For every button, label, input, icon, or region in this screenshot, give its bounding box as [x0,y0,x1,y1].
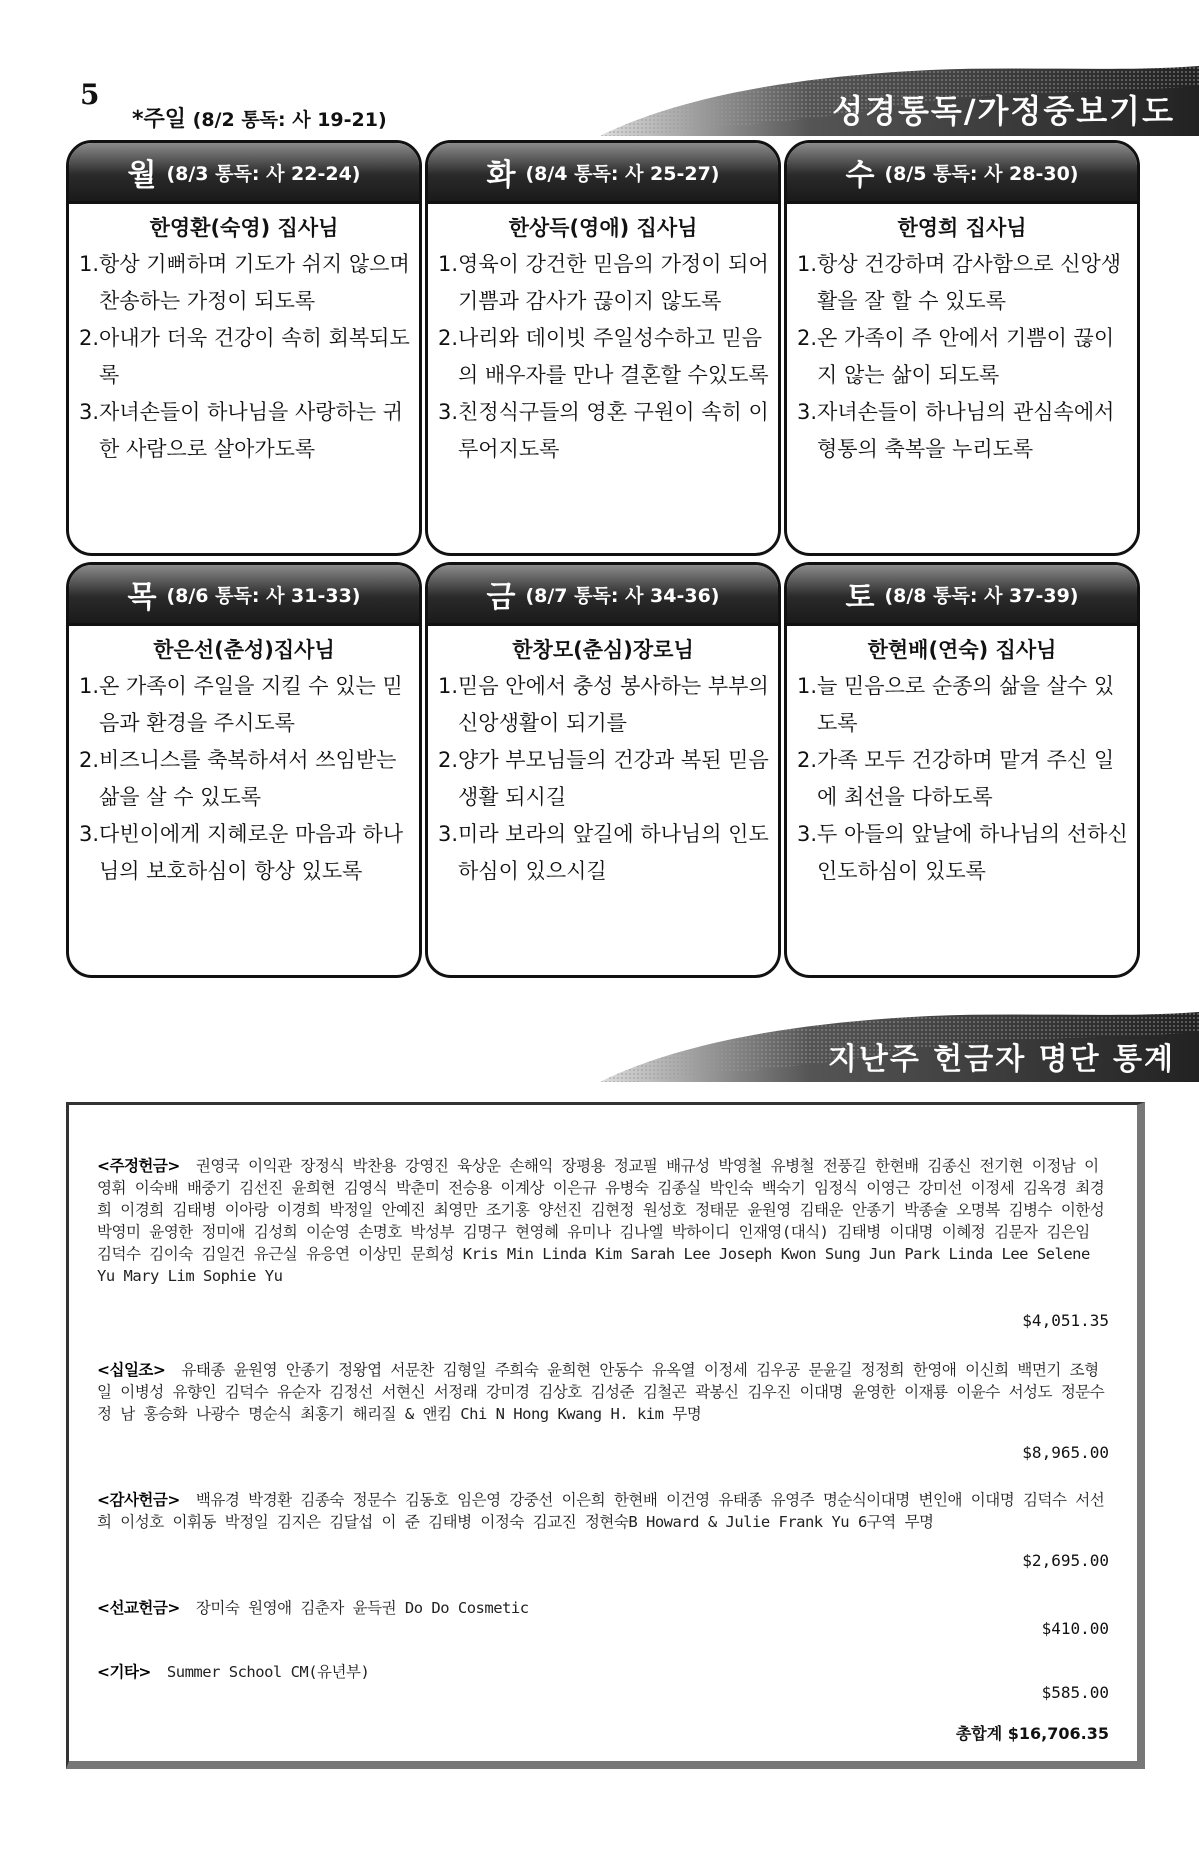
day-reading: (8/6 통독: 사 31-33) [166,584,361,607]
offering-amount: $4,051.35 [1022,1311,1109,1330]
offering-label: <감사헌금> [97,1491,180,1509]
prayer-family-name: 한영환(숙영) 집사님 [149,216,339,240]
offering-section-other [97,1661,1107,1683]
day-reading: (8/3 통독: 사 22-24) [166,162,361,185]
day-reading: (8/7 통독: 사 34-36) [525,584,720,607]
day-card-header [428,565,778,626]
prayer-item: 2.비즈니스를 축복하셔서 쓰임받는 삶을 살 수 있도록 [79,748,397,809]
day-card-mon [66,140,422,556]
sunday-reading-range: (8/2 통독: 사 19-21) [192,109,387,131]
day-name: 화 [486,158,516,193]
offering-section-sunday [97,1155,1107,1287]
offering-section-tithe [97,1359,1107,1425]
day-name: 목 [127,580,157,615]
day-reading: (8/5 통독: 사 28-30) [884,162,1079,185]
day-reading: (8/4 통독: 사 25-27) [525,162,720,185]
offering-amount: $2,695.00 [1022,1551,1109,1570]
prayer-item: 2.온 가족이 주 안에서 기쁨이 끊이지 않는 삶이 되도록 [797,326,1115,387]
prayer-item: 3.자녀손들이 하나님의 관심속에서 형통의 축복을 누리도록 [797,400,1115,461]
prayer-item: 3.다빈이에게 지혜로운 마음과 하나님의 보호하심이 항상 있도록 [79,822,404,883]
offering-label: <기타> [97,1663,151,1681]
bible-reading-title: 성경통독/가정중보기도 [832,92,1175,130]
sunday-reading [132,102,387,133]
page-number: 5 [80,78,100,111]
day-name: 금 [486,580,516,615]
prayer-family-name: 한현배(연숙) 집사님 [867,638,1057,662]
prayer-item: 1.믿음 안에서 충성 봉사하는 부부의 신앙생활이 되기를 [438,674,769,735]
day-card-header [787,143,1137,204]
offering-names: 권영국 이익관 장정식 박찬용 강영진 육상운 손해익 장평용 정교필 배규성 박영철 유병철 전풍길 한현배 김종신 전기현 이정남 이영휘 이숙배 배중기 김선진 윤희현 김영식 박춘미 전승용 이계상 이은규 유병숙 김종실 박인숙 백숙기 임정식 이영근 강미선 이정세 김옥경 최경희 이경희 김태병 이아랑 이경희 박정일 안예진 최영만 조기홍 양선진 김현정 원성호 정태문 윤원영 김태운 안종기 박종술 오명복 김병수 이한성 박영미 윤영한 정미애 김성희 이순영 손명호 박성부 김명구 현영혜 유미나 김나엘 박하이디 인재영(대식) 김태병 이대명 이혜정 김문자 김은임 김덕수 김이숙 김일건 유근실 유응연 이상민 문희성 Kris Min Linda Kim Sarah Lee Joseph Kwon Sung Jun Park Linda Lee Selene Yu Mary Lim Sophie Yu [97,1157,1105,1285]
offering-list-box [66,1102,1145,1769]
prayer-item: 2.양가 부모님들의 건강과 복된 믿음 생활 되시길 [438,748,769,809]
day-card-wed [784,140,1140,556]
offering-amount: $585.00 [1041,1683,1109,1702]
prayer-item: 3.미라 보라의 앞길에 하나님의 인도하심이 있으시길 [438,822,769,883]
prayer-item: 2.아내가 더욱 건강이 속히 회복되도록 [79,326,410,387]
offering-total: 총합계 $16,706.35 [955,1724,1109,1743]
day-card-header [428,143,778,204]
day-card-thu [66,562,422,978]
day-card-tue [425,140,781,556]
prayer-item: 1.항상 건강하며 감사함으로 신앙생활을 잘 할 수 있도록 [797,252,1122,313]
header-band-bible-reading [600,66,1199,136]
offering-label: <선교헌금> [97,1599,180,1617]
offering-amount: $8,965.00 [1022,1443,1109,1462]
day-card-sat [784,562,1140,978]
prayer-family-name: 한창모(춘심)장로님 [512,638,694,662]
sunday-prefix: *주일 [132,107,187,132]
offering-title: 지난주 헌금자 명단 통계 [827,1042,1175,1077]
day-name: 월 [127,158,157,193]
prayer-item: 1.항상 기뻐하며 기도가 쉬지 않으며 찬송하는 가정이 되도록 [79,252,410,313]
offering-section-thanks [97,1489,1107,1533]
day-name: 토 [845,580,875,615]
offering-section-mission [97,1597,1107,1619]
prayer-item: 3.자녀손들이 하나님을 사랑하는 귀한 사람으로 살아가도록 [79,400,404,461]
day-card-fri [425,562,781,978]
prayer-item: 1.늘 믿음으로 순종의 삶을 살수 있도록 [797,674,1115,735]
prayer-item: 3.두 아들의 앞날에 하나님의 선하신 인도하심이 있도록 [797,822,1128,883]
offering-names: Summer School CM(유년부) [166,1663,370,1681]
offering-names: 장미숙 원영애 김춘자 윤득권 Do Do Cosmetic [195,1599,529,1617]
day-card-header [69,565,419,626]
day-card-header [787,565,1137,626]
prayer-item: 2.나리와 데이빗 주일성수하고 믿음의 배우자를 만나 결혼할 수있도록 [438,326,769,387]
header-band-offering [600,1012,1199,1082]
prayer-family-name: 한상득(영애) 집사님 [508,216,698,240]
offering-names: 백유경 박경환 김종숙 정문수 김동호 임은영 강중선 이은희 한현배 이건영 유태종 유영주 명순식이대명 변인애 이대명 김덕수 서선희 이성호 이휘동 박정일 김지은 김달섭 이 준 김태병 이정숙 김교진 정현숙B Howard & Julie Frank Yu 6구역 무명 [97,1491,1105,1531]
prayer-item: 1.온 가족이 주일을 지킬 수 있는 믿음과 환경을 주시도록 [79,674,403,735]
prayer-item: 3.친정식구들의 영혼 구원이 속히 이루어지도록 [438,400,769,461]
prayer-family-name: 한영희 집사님 [897,216,1027,240]
offering-amount: $410.00 [1041,1619,1109,1638]
prayer-item: 1.영육이 강건한 믿음의 가정이 되어 기쁨과 감사가 끊이지 않도록 [438,252,769,313]
day-card-header [69,143,419,204]
day-reading: (8/8 통독: 사 37-39) [884,584,1079,607]
offering-names: 유태종 윤원영 안종기 정왕엽 서문찬 김형일 주희숙 윤희현 안동수 유옥열 이정세 김우공 문윤길 정정희 한영애 이신희 백면기 조형일 이병성 유향인 김덕수 유순자 김정선 서현신 서정래 강미경 김상호 김성준 김철곤 곽봉신 김우진 이대명 윤영한 이재룡 이윤수 서성도 정문수 정 남 홍승화 나광수 명순식 최홍기 해리질 & 앤킴 Chi N Hong Kwang H. kim 무명 [97,1361,1105,1423]
offering-label: <십일조> [97,1361,166,1379]
prayer-item: 2.가족 모두 건강하며 맡겨 주신 일에 최선을 다하도록 [797,748,1115,809]
day-name: 수 [845,158,875,193]
offering-label: <주정헌금> [97,1157,180,1175]
prayer-family-name: 한은선(춘성)집사님 [153,638,335,662]
